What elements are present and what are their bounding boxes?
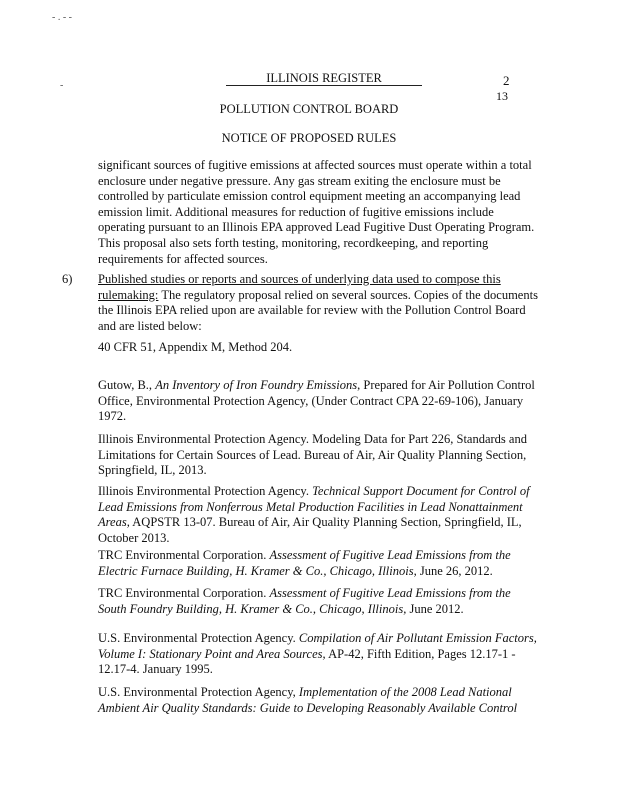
continuation-paragraph: significant sources of fugitive emissions at affected sources must operate within a total enclosure under negative pressure. Any gas stream exiting the enclosure must be controlled by particulate emission control equipment meeting an accompanying lead emission limit. Additional measures for reduction of fugitive emissions include operating pursuant to an Illinois EPA approved Lead Fugitive Dust Operating Program. This proposal also sets forth testing, monitoring, recordkeeping, and reporting requirements for affected sources. [98, 158, 535, 266]
board-title: POLLUTION CONTROL BOARD [219, 102, 399, 116]
item-number: 6) [62, 272, 73, 286]
reference-item: U.S. Environmental Protection Agency, Implementation of the 2008 Lead National Ambient Air Quality Standards: Guide to Developing Reasonably Available Control [98, 685, 518, 715]
reference-item: TRC Environmental Corporation. Assessment of Fugitive Lead Emissions from the Electric Furnace Building, H. Kramer & Co., Chicago, Illinois, June 26, 2012. [98, 548, 511, 578]
reference-item: Gutow, B., An Inventory of Iron Foundry Emissions, Prepared for Air Pollution Control Office, Environmental Protection Agency, (Under Contract CPA 22-69-106), January 1972. [98, 378, 535, 424]
register-title: ILLINOIS REGISTER [226, 71, 422, 86]
notice-title: NOTICE OF PROPOSED RULES [221, 131, 397, 145]
page-number: 2 [503, 73, 510, 88]
reference-item: U.S. Environmental Protection Agency. Compilation of Air Pollutant Emission Factors, Volume I: Stationary Point and Area Sources, AP-42, Fifth Edition, Pages 12.17-1 - 12.17-4. January 1995. [98, 631, 537, 677]
scan-corner-marks: - . - - [52, 12, 72, 23]
item-paragraph [98, 272, 538, 334]
reference-item: Illinois Environmental Protection Agency. Technical Support Document for Control of Lead Emissions from Nonferrous Metal Production Facilities in Lead Nonattainment Areas, AQPSTR 13-07. Bureau of Air, Air Quality Planning Section, Springfield, IL, October 2013. [98, 484, 530, 545]
reference-item: TRC Environmental Corporation. Assessment of Fugitive Lead Emissions from the South Foundry Building, H. Kramer & Co., Chicago, Illinois, June 2012. [98, 586, 511, 616]
scan-left-tick: - [60, 80, 64, 91]
reference-item: Illinois Environmental Protection Agency. Modeling Data for Part 226, Standards and Limitations for Certain Sources of Lead. Bureau of Air, Air Quality Planning Section, Springfield, IL, 2013. [98, 432, 527, 478]
item-heading: Published studies or reports and sources of underlying data used to compose this rulemaking: [98, 272, 501, 302]
item-intro: The regulatory proposal relied on several sources. Copies of the documents the Illinois EPA relied upon are available for review with the Pollution Control Board and are listed below: [98, 287, 538, 333]
reference-item: 40 CFR 51, Appendix M, Method 204. [98, 340, 293, 354]
page-sub-number: 13 [496, 89, 508, 103]
